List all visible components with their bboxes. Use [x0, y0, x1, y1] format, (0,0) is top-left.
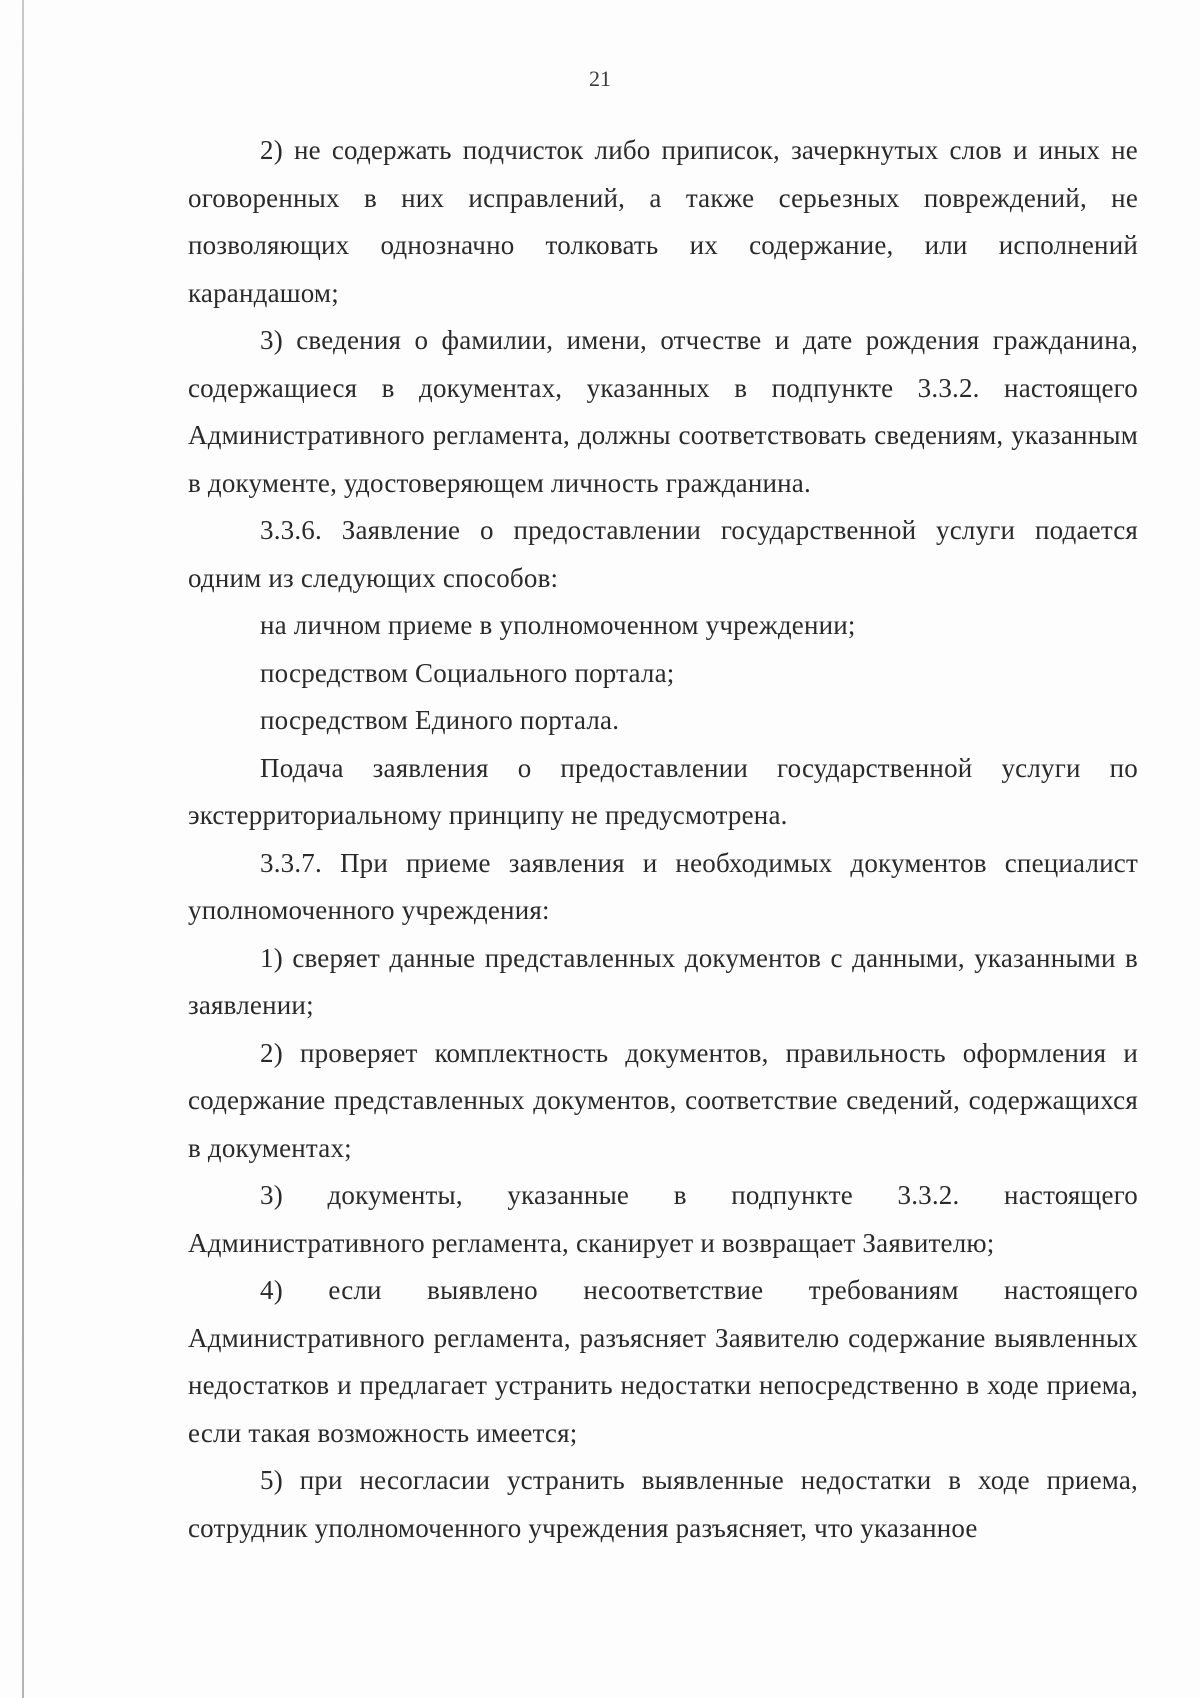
paragraph-method-social-portal: посредством Социального портала;: [260, 657, 675, 688]
paragraph-3-3-6: 3.3.6. Заявление о предоставлении государственной услуги подается одним из следующих способов:: [188, 515, 1138, 593]
paragraph-item-2-no-erasures: 2) не содержать подчисток либо приписок, зачеркнутых слов и иных не оговоренных в них исправлений, а также серьезных повреждений, не позволяющих однозначно толковать их содержание, или исполнений карандашом;: [188, 135, 1138, 308]
document-body: [188, 127, 1138, 1552]
paragraph-method-unified-portal: посредством Единого портала.: [260, 705, 620, 735]
paragraph-method-in-person: на личном приеме в уполномоченном учреждении;: [260, 610, 856, 640]
scan-edge-line: [22, 0, 24, 1698]
paragraph-step-2: 2) проверяет комплектность документов, правильность оформления и содержание представленных документов, соответствие сведений, содержащихся в документах;: [188, 1037, 1138, 1163]
paragraph-step-4: 4) если выявлено несоответствие требованиям настоящего Административного регламента, разъясняет Заявителю содержание выявленных недостатков и предлагает устранить недостатки непосредственно в ходе приема, если такая возможность имеется;: [188, 1275, 1138, 1448]
paragraph-step-5: 5) при несогласии устранить выявленные недостатки в ходе приема, сотрудник уполномоченного учреждения разъясняет, что указанное: [188, 1465, 1138, 1543]
paragraph-step-3: 3) документы, указанные в подпункте 3.3.2. настоящего Административного регламента, сканирует и возвращает Заявителю;: [188, 1180, 1138, 1258]
paragraph-3-3-7: 3.3.7. При приеме заявления и необходимых документов специалист уполномоченного учреждения:: [188, 847, 1138, 925]
paragraph-extraterritorial: Подача заявления о предоставлении государственной услуги по экстерриториальному принципу не предусмотрена.: [188, 752, 1138, 830]
page-number: 21: [589, 66, 611, 91]
paragraph-step-1: 1) сверяет данные представленных документов с данными, указанными в заявлении;: [188, 942, 1138, 1020]
paragraph-item-3-personal-data: 3) сведения о фамилии, имени, отчестве и дате рождения гражданина, содержащиеся в документах, указанных в подпункте 3.3.2. настоящего Административного регламента, должны соответствовать сведениям, указанным в документе, удостоверяющем личность гражданина.: [188, 325, 1138, 498]
